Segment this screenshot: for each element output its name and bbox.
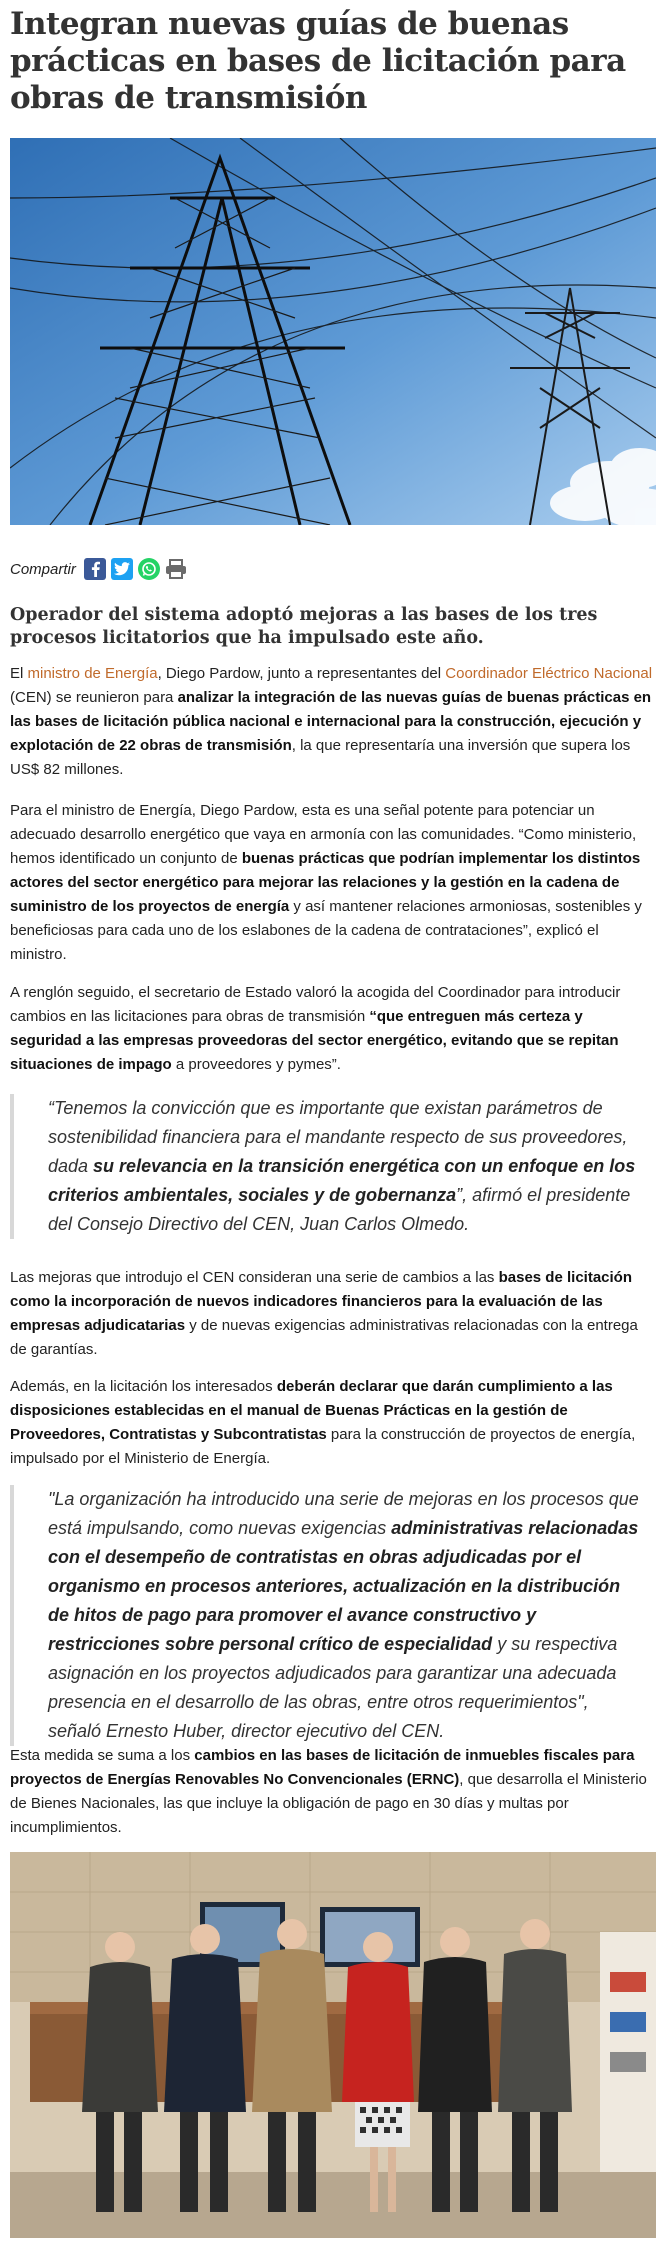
print-icon[interactable] [165, 558, 187, 580]
paragraph-1: El ministro de Energía, Diego Pardow, junto a representantes del Coordinador Eléctrico Nacional (CEN) se reunieron para analizar la integración de las nuevas guías de buenas prácticas en las bases de licitación pública nacional e internacional para la construcción, ejecución y explotación de 22 obras de transmisión, la que representaría una inversión que supera los US$ 82 millones. [10, 665, 653, 778]
group-photo [10, 1852, 656, 2238]
twitter-icon[interactable] [111, 558, 133, 580]
share-label: Compartir [10, 560, 76, 578]
paragraph-4: Las mejoras que introdujo el CEN consideran una serie de cambios a las bases de licitación como la incorporación de nuevos indicadores financieros para la evaluación de las empresas adjudicatarias y de nuevas exigencias administrativas relacionadas con la entrega de garantías. [10, 1269, 638, 1358]
hero-image [10, 138, 656, 525]
paragraph-5: Además, en la licitación los interesados deberán declarar que darán cumplimiento a las disposiciones establecidas en el manual de Buenas Prácticas en la gestión de Proveedores, Contratistas y Subcontratistas para la construcción de proyectos de energía, impulsado por el Ministerio de Energía. [10, 1378, 636, 1467]
quote-olmedo: “Tenemos la convicción que es importante que existan parámetros de sostenibilidad financiera para el mandante respecto de sus proveedores, dada su relevancia en la transición energética con un enfoque en los criterios ambientales, sociales y de gobernanza”, afirmó el presidente del Consejo Directivo del CEN, Juan Carlos Olmedo. [10, 1094, 656, 1239]
link-coordinador-electrico[interactable]: Coordinador Eléctrico Nacional [445, 665, 653, 682]
paragraph-2: Para el ministro de Energía, Diego Pardow, esta es una señal potente para potenciar un adecuado desarrollo energético que vaya en armonía con las comunidades. “Como ministerio, hemos identificado un conjunto de buenas prácticas que podrían implementar los distintos actores del sector energético para mejorar las relaciones y la gestión en la cadena de suministro de los proyectos de energía y así mantener relaciones armoniosas, sostenibles y beneficiosas para cada uno de los eslabones de la cadena de contrataciones”, explicó el ministro. [10, 802, 642, 963]
article-title: Integran nuevas guías de buenas prácticas en bases de licitación para obras de transmisión [10, 6, 626, 116]
quote-huber: "La organización ha introducido una serie de mejoras en los procesos que está impulsando, como nuevas exigencias administrativas relacionadas con el desempeño de contratistas en obras adjudicadas por el organismo en procesos anteriores, actualización en la distribución de hitos de pago para promover el avance constructivo y restricciones sobre personal crítico de especialidad y su respectiva asignación en los proyectos adjudicados para garantizar una adecuada presencia en el desarrollo de las obras, entre otros requerimientos", señaló Ernesto Huber, director ejecutivo del CEN. [10, 1485, 656, 1746]
link-ministro-energia[interactable]: ministro de Energía [27, 665, 158, 682]
paragraph-3: A renglón seguido, el secretario de Estado valoró la acogida del Coordinador para introducir cambios en las licitaciones para obras de transmisión “que entreguen más certeza y seguridad a las empresas proveedoras del sector energético, evitando que se repitan situaciones de impago a proveedores y pymes”. [10, 984, 621, 1073]
facebook-icon[interactable] [84, 558, 106, 580]
whatsapp-icon[interactable] [138, 558, 160, 580]
article-lead: Operador del sistema adoptó mejoras a las bases de los tres procesos licitatorios que ha impulsado este año. [10, 605, 598, 648]
share-bar [10, 555, 192, 583]
paragraph-6: Esta medida se suma a los cambios en las bases de licitación de inmuebles fiscales para proyectos de Energías Renovables No Convencionales (ERNC), que desarrolla el Ministerio de Bienes Nacionales, las que incluye la obligación de pago en 30 días y multas por incumplimientos. [10, 1747, 647, 1836]
